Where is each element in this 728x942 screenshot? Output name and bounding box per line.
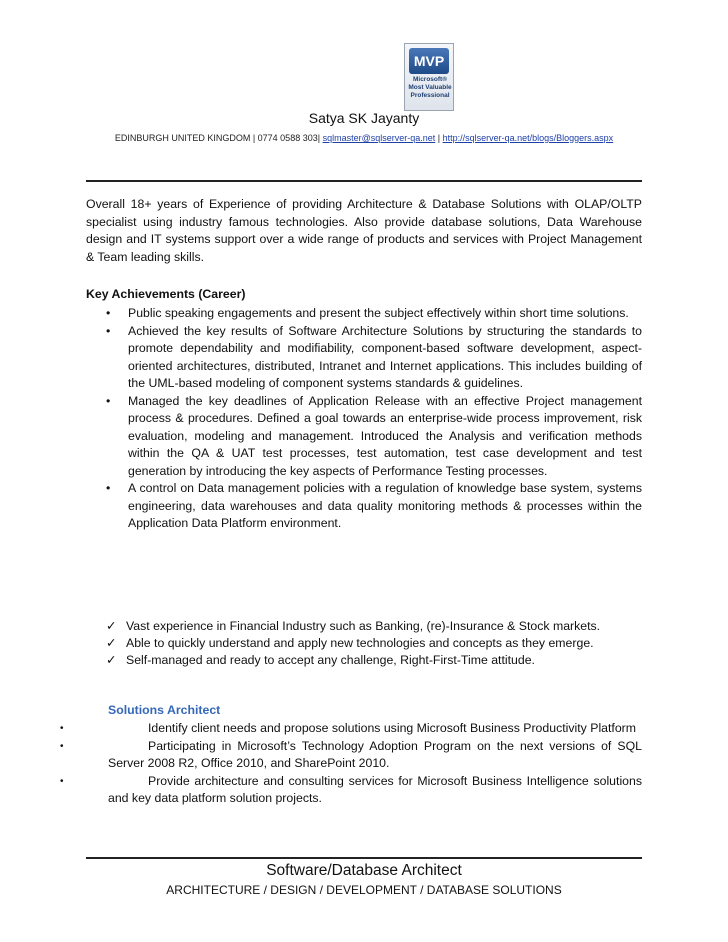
- mvp-badge-mark: MVP: [409, 48, 449, 74]
- bullet-icon: •: [60, 723, 64, 734]
- checkmark-icon: ✓: [106, 636, 117, 650]
- footer-subtitle: ARCHITECTURE / DESIGN / DEVELOPMENT / DATABASE SOLUTIONS: [166, 883, 562, 897]
- bullet-icon: •: [106, 481, 111, 495]
- footer-title: Software/Database Architect: [266, 862, 462, 879]
- summary-paragraph: Overall 18+ years of Experience of providing Architecture & Database Solutions with OLAP/OLTP specialist using industry famous technologies. Also provide database solutions, Data Warehouse design and IT systems support over a wide range of products and services with Project Management & Team leading skills.: [86, 197, 642, 264]
- list-item: ✓ Able to quickly understand and apply new technologies and concepts as they emerge.: [106, 636, 594, 650]
- bullet-icon: •: [106, 306, 111, 320]
- contact-location-phone: EDINBURGH UNITED KINGDOM | 0774 0588 303|: [114, 133, 323, 143]
- mvp-badge-text: Microsoft® Most Valuable Professional: [408, 76, 452, 99]
- list-item: • Identify client needs and propose solutions using Microsoft Business Productivity Platform: [60, 720, 642, 738]
- contact-line: [0, 133, 728, 143]
- achievements-heading: Key Achievements (Career): [86, 287, 246, 301]
- footer-divider: [86, 857, 642, 859]
- header-divider: [86, 180, 642, 182]
- list-item: ✓ Self-managed and ready to accept any challenge, Right-First-Time attitude.: [106, 653, 535, 667]
- checkmark-icon: ✓: [106, 619, 117, 633]
- blog-link[interactable]: http://sqlserver-qa.net/blogs/Bloggers.aspx: [442, 133, 614, 143]
- list-item: ✓ Vast experience in Financial Industry such as Banking, (re)-Insurance & Stock markets.: [106, 619, 601, 633]
- highlights-list: [106, 618, 646, 669]
- bullet-icon: •: [60, 740, 64, 752]
- role-title: Solutions Architect: [108, 703, 221, 717]
- list-item: • Achieved the key results of Software Architecture Solutions by structuring the standards to promote dependability and modifiability, component-based software development, aspect-oriented architectures, distributed, Intranet and Internet applications. This includes building of the UML-based modeling of component systems standards & guidelines.: [106, 323, 642, 390]
- bullet-icon: •: [106, 323, 111, 338]
- role-responsibilities-list: [60, 720, 642, 808]
- list-item: • Public speaking engagements and present the subject effectively within short time solutions.: [86, 305, 642, 323]
- bullet-icon: •: [106, 393, 111, 408]
- list-item: • Provide architecture and consulting services for Microsoft Business Intelligence solutions and key data platform solution projects.: [60, 773, 642, 805]
- list-item: • Managed the key deadlines of Application Release with an effective Project management process & procedures. Defined a goal towards an enterprise-wide process improvement, risk evaluation, modeling and management. Introduced the Analysis and verification methods within the QA & UAT test processes, test automation, test case development and test generation by introducing the key aspects of Performance Testing processes.: [106, 393, 642, 478]
- checkmark-icon: ✓: [106, 653, 117, 667]
- list-item: • A control on Data management policies with a regulation of knowledge base system, systems engineering, data warehouses and data quality monitoring methods & processes within the Application Data Platform environment.: [106, 481, 642, 530]
- list-item: • Participating in Microsoft’s Technology Adoption Program on the next versions of SQL Server 2008 R2, Office 2010, and SharePoint 2010.: [60, 738, 642, 770]
- contact-separator: |: [435, 133, 443, 143]
- mvp-badge-logo: [404, 43, 454, 111]
- email-link[interactable]: sqlmaster@sqlserver-qa.net: [322, 133, 436, 143]
- achievements-list: [86, 305, 642, 533]
- bullet-icon: •: [60, 775, 64, 787]
- candidate-name: Satya SK Jayanty: [308, 110, 420, 126]
